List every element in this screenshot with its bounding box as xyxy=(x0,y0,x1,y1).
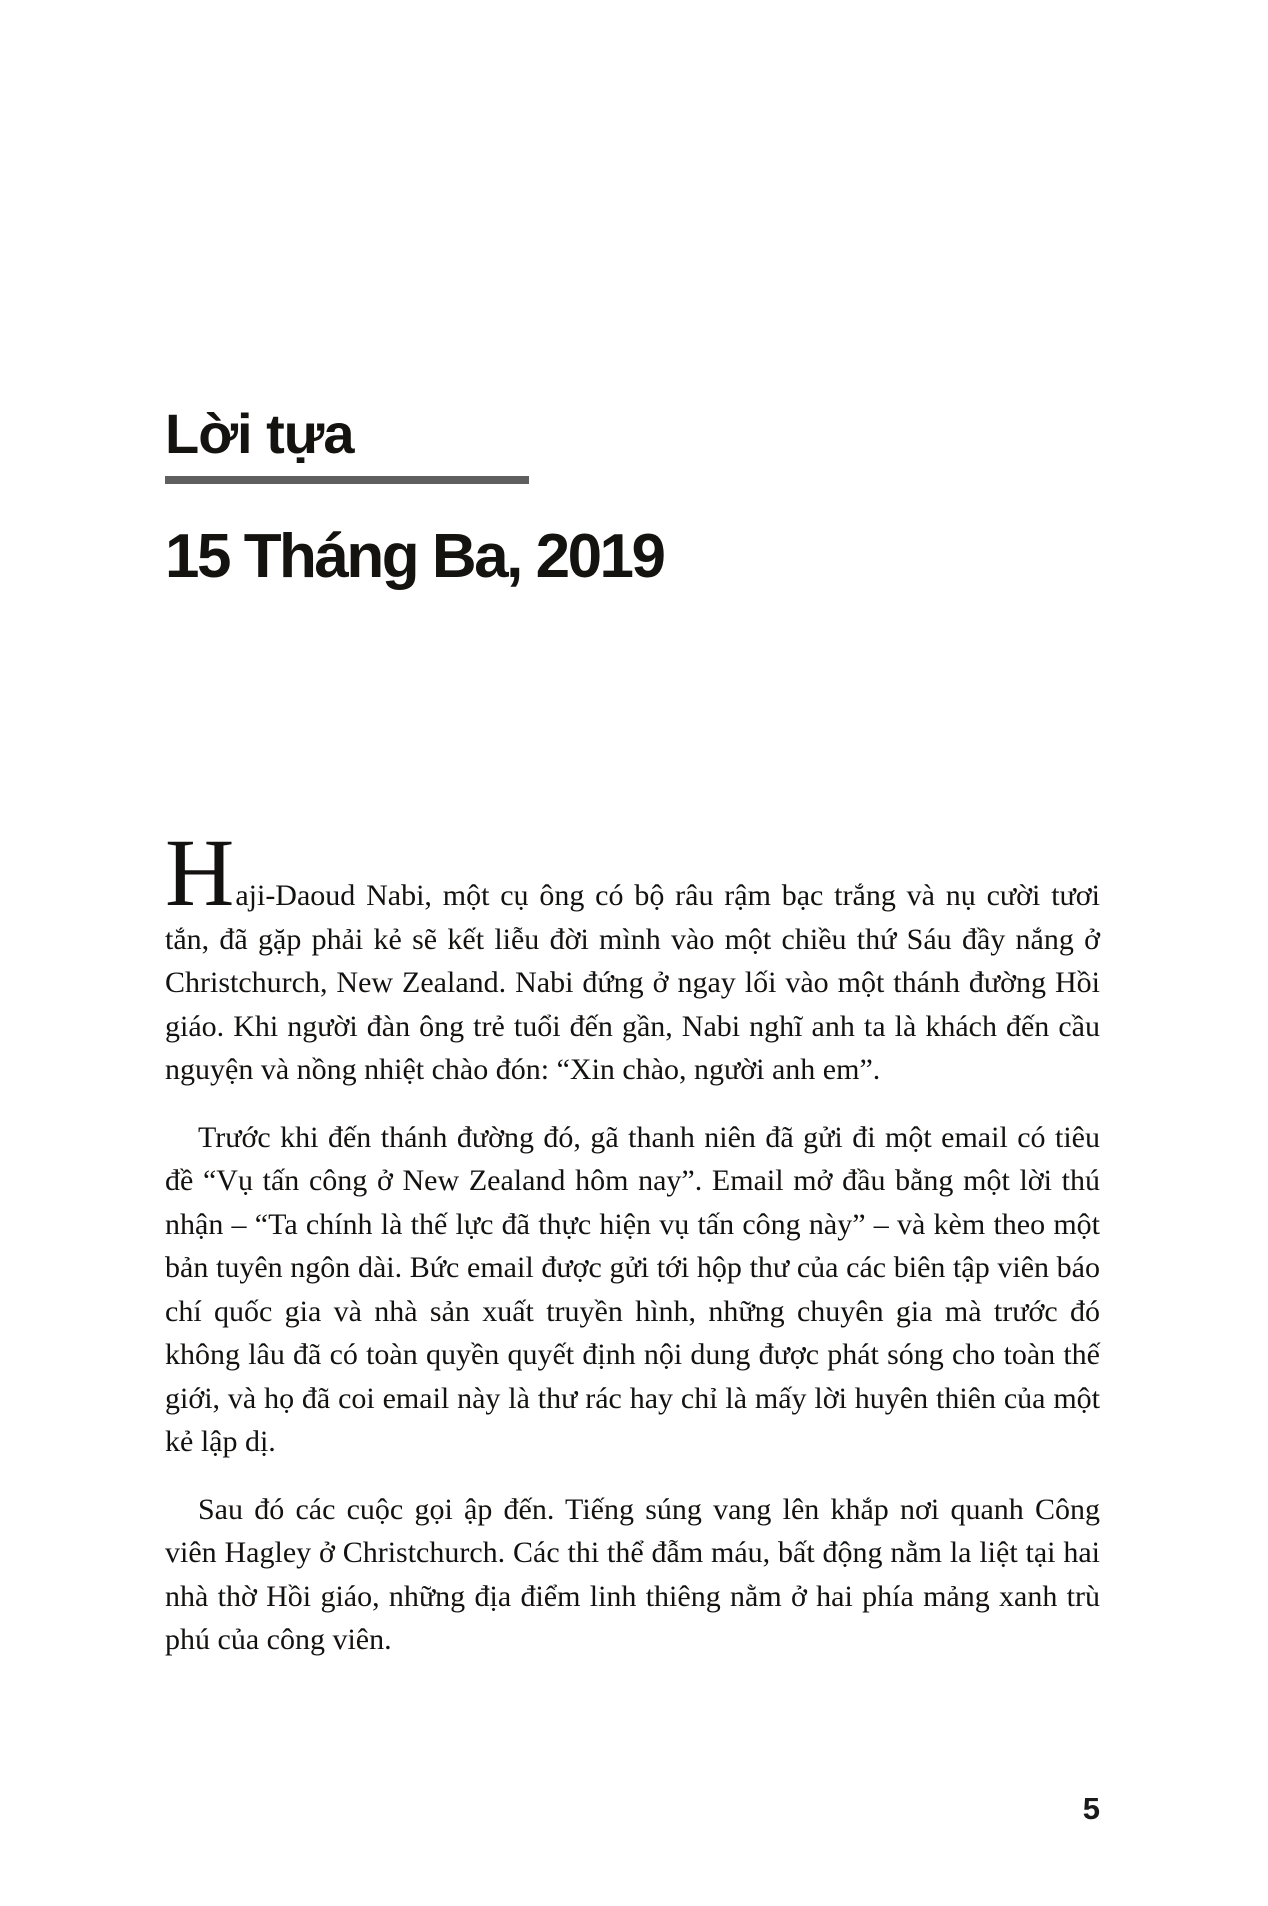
drop-cap: H xyxy=(165,819,236,926)
paragraph: Sau đó các cuộc gọi ập đến. Tiếng súng vang lên khắp nơi quanh Công viên Hagley ở Christchurch. Các thi thể đẫm máu, bất động nằm la liệt tại hai nhà thờ Hồi giáo, những địa điểm linh thiêng nằm ở hai phía mảng xanh trù phú của công viên. xyxy=(165,1492,1100,1656)
heading-rule xyxy=(165,476,529,484)
paragraph: Trước khi đến thánh đường đó, gã thanh niên đã gửi đi một email có tiêu đề “Vụ tấn công ở New Zealand hôm nay”. Email mở đầu bằng một lời thú nhận – “Ta chính là thế lực đã thực hiện vụ tấn công này” – và kèm theo một bản tuyên ngôn dài. Bức email được gửi tới hộp thư của các biên tập viên báo chí quốc gia và nhà sản xuất truyền hình, những chuyên gia mà trước đó không lâu đã có toàn quyền quyết định nội dung được phát sóng cho toàn thế giới, và họ đã coi email này là thư rác hay chỉ là mấy lời huyên thiên của một kẻ lập dị. xyxy=(165,1120,1100,1458)
paragraph: Haji-Daoud Nabi, một cụ ông có bộ râu rậm bạc trắng và nụ cười tươi tắn, đã gặp phải kẻ sẽ kết liễu đời mình vào một chiều thứ Sáu đầy nắng ở Christchurch, New Zealand. Nabi đứng ở ngay lối vào một thánh đường Hồi giáo. Khi người đàn ông trẻ tuổi đến gần, Nabi nghĩ anh ta là khách đến cầu nguyện và nồng nhiệt chào đón: “Xin chào, người anh em”. xyxy=(165,819,1100,1086)
page-number: 5 xyxy=(1082,1791,1100,1826)
chapter-title: 15 Tháng Ba, 2019 xyxy=(165,522,664,591)
chapter-label: Lời tựa xyxy=(165,402,354,465)
body-text xyxy=(165,819,1100,1662)
